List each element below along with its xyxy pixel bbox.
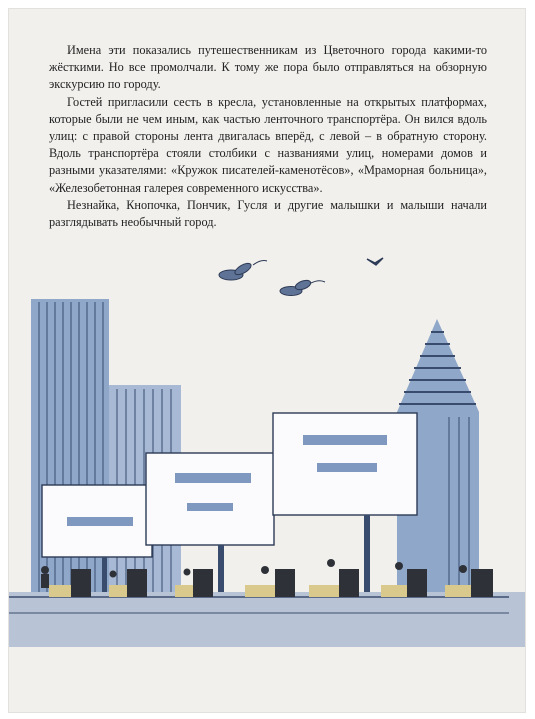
book-page — [8, 8, 526, 713]
city-illustration — [9, 247, 525, 647]
paragraph-2: Гостей пригласили сесть в кресла, установленные на открытых платформах, которые были не чем иным, как частью ленточного транспортёра. Он вился вдоль улиц: с правой стороны лента двигалась вперёд, с левой – в обратную сторону. Вдоль транспортёра стояли столбики с названиями улиц, номерами домов и разными указателями: «Кружок писателей-каменотёсов», «Мраморная больница», «Железобетонная галерея современного искусства». — [49, 94, 487, 195]
bird — [367, 258, 383, 265]
paragraph-3: Незнайка, Кнопочка, Пончик, Гусля и другие малышки и малыши начали разглядывать необычный город. — [49, 197, 487, 230]
flying-machine-2 — [280, 279, 325, 296]
flying-machine-1 — [219, 261, 267, 281]
conveyor-road — [9, 592, 525, 647]
text-block — [49, 42, 487, 231]
paragraph-1: Имена эти показались путешественникам из Цветочного города какими-то жёсткими. Но все промолчали. К тому же пора было отправляться на обзорную экскурсию по городу. — [49, 43, 487, 92]
